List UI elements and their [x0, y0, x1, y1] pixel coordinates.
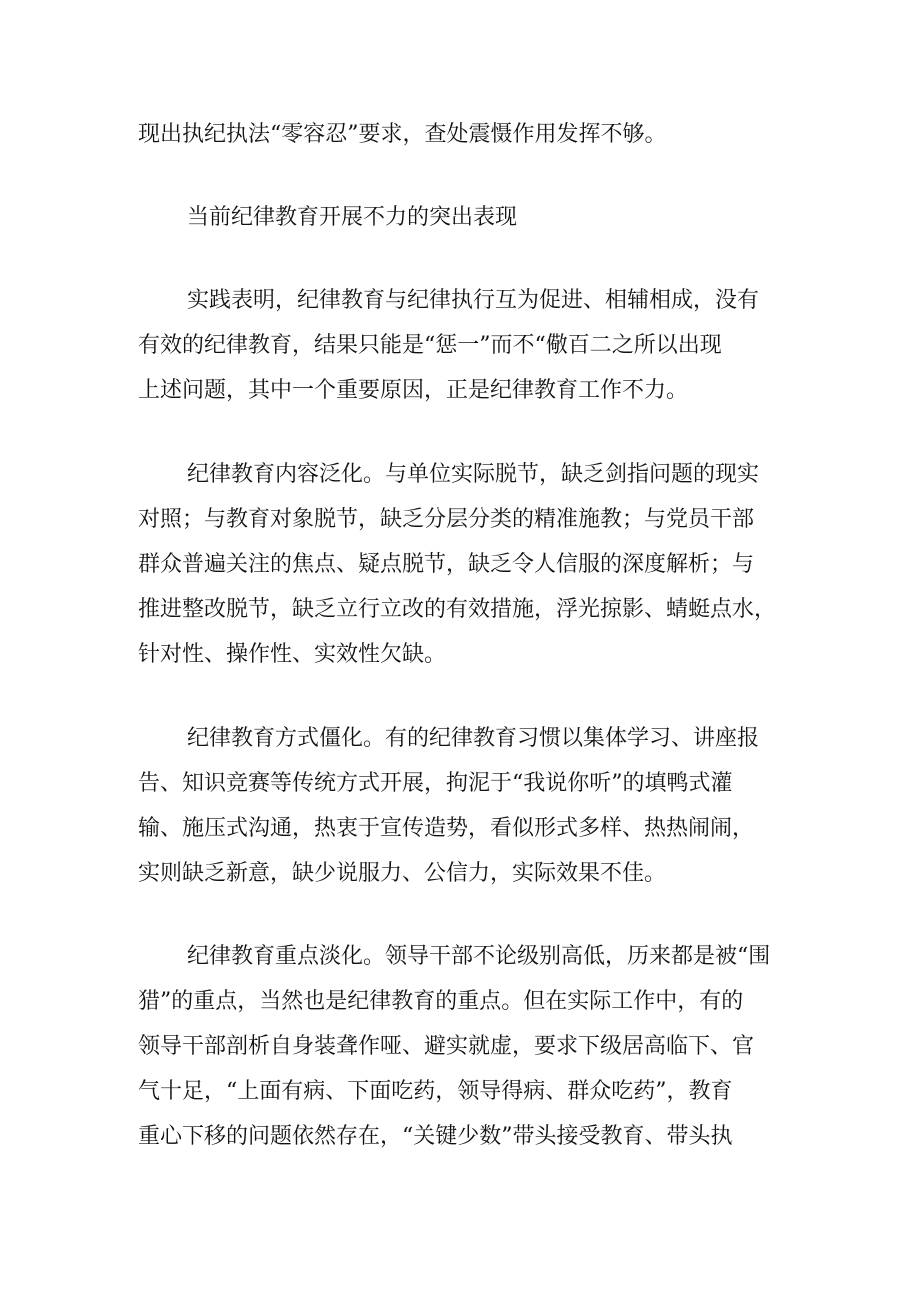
- text-line-1: 现出执纪执法“零容忍”要求，查处震慑作用发挥不够。: [138, 122, 667, 147]
- text-line-13: 输、施压式沟通，热衷于宣传造势，看似形式多样、热热闹闹，: [138, 816, 755, 841]
- text-line-19: 重心下移的问题依然存在，“关键少数”带头接受教育、带头执: [138, 1124, 733, 1149]
- section-heading: 当前纪律教育开展不力的突出表现: [187, 205, 518, 230]
- text-line-10: 针对性、操作性、实效性欠缺。: [138, 642, 447, 667]
- text-line-8: 群众普遍关注的焦点、疑点脱节，缺乏令人信服的深度解析；与: [138, 552, 755, 577]
- text-line-3: 实践表明，纪律教育与纪律执行互为促进、相辅相成，没有: [187, 288, 760, 313]
- text-line-4: 有效的纪律教育，结果只能是“惩一”而不“儆百二之所以出现: [138, 333, 722, 358]
- text-line-18: 气十足，“上面有病、下面吃药，领导得病、群众吃药”，教育: [138, 1079, 733, 1104]
- text-line-11: 纪律教育方式僵化。有的纪律教育习惯以集体学习、讲座报: [187, 726, 760, 751]
- text-line-17: 领导干部剖析自身装聋作哑、避实就虚，要求下级居高临下、官: [138, 1034, 755, 1059]
- text-line-16: 猎”的重点，当然也是纪律教育的重点。但在实际工作中，有的: [138, 989, 744, 1014]
- text-line-12: 告、知识竞赛等传统方式开展，拘泥于“我说你听”的填鸭式灌: [138, 771, 733, 796]
- text-line-9: 推进整改脱节，缺乏立行立改的有效措施，浮光掠影、蜻蜓点水，: [138, 597, 777, 622]
- text-line-14: 实则缺乏新意，缺少说服力、公信力，实际效果不佳。: [138, 861, 667, 886]
- text-line-7: 对照；与教育对象脱节，缺乏分层分类的精准施教；与党员干部: [138, 507, 755, 532]
- text-line-6: 纪律教育内容泛化。与单位实际脱节，缺乏剑指问题的现实: [187, 462, 760, 487]
- text-line-5: 上述问题，其中一个重要原因，正是纪律教育工作不力。: [138, 378, 689, 403]
- text-line-15: 纪律教育重点淡化。领导干部不论级别高低，历来都是被“围: [187, 944, 771, 969]
